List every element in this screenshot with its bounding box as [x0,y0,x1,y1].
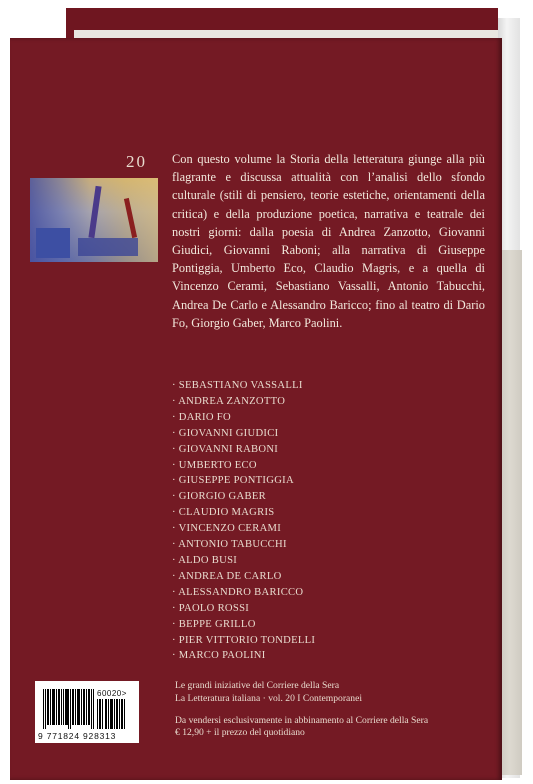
author-list-item: · PIER VITTORIO TONDELLI [172,634,316,646]
barcode-addon-number: 60020> [97,689,127,698]
author-list-item: · DARIO FO [172,411,231,423]
volume-description: Con questo volume la Storia della letteratura giunge alla più flagrante e discussa attualità con l’analisi dello sfondo culturale (stili di pensiero, teorie estetiche, orientamenti della critica) e della produzione poetica, narrativa e teatrale dei nostri giorni: dalla poesia di Andrea Zanzotto, Giovanni Giudici, Giovanni Raboni; alla narrativa di Giuseppe Pontiggia, Umberto Eco, Claudio Magris, e a quella di Vincenzo Cerami, Sebastiano Vassalli, Antonio Tabucchi, Andrea De Carlo e Alessandro Baricco; fino al teatro di Dario Fo, Giorgio Gaber, Marco Paolini. [172,152,485,330]
author-list-item: · ANDREA DE CARLO [172,570,282,582]
barcode-label [35,681,139,743]
author-list-item: · UMBERTO ECO [172,459,257,471]
author-list-item: · ANDREA ZANZOTTO [172,395,286,407]
author-list [172,378,315,664]
barcode-icon [43,689,95,729]
author-list-item: · ALDO BUSI [172,554,238,566]
artwork-red-stroke [124,198,137,238]
author-list-item: · ANTONIO TABUCCHI [172,539,287,551]
imprint-line: Le grandi iniziative del Corriere della Sera [175,680,340,691]
artwork-blue-band [78,238,138,256]
author-list-item: · PAOLO ROSSI [172,602,250,614]
barcode-digits: 9 771824 928313 [38,731,117,741]
barcode-addon-icon [97,699,127,729]
imprint-line: Da vendersi esclusivamente in abbinamento al Corriere della Sera [175,714,429,726]
author-list-item: · GIOVANNI RABONI [172,443,279,455]
author-list-item: · MARCO PAOLINI [172,650,266,662]
author-list-item: · GIORGIO GABER [172,491,266,503]
price-line: € 12,90 + il prezzo del quotidiano [175,727,305,739]
imprint-line: La Letteratura italiana · vol. 20 I Contemporanei [175,692,363,704]
author-list-item: · SEBASTIANO VASSALLI [172,380,303,391]
author-list-item: · GIOVANNI GIUDICI [172,427,279,439]
author-list-item: · ALESSANDRO BARICCO [172,586,304,598]
artwork-blue-block [36,228,70,258]
volume-number: 20 [126,152,147,171]
author-list-item: · CLAUDIO MAGRIS [172,507,275,519]
author-list-item: · BEPPE GRILLO [172,618,256,630]
author-list-item: · GIUSEPPE PONTIGGIA [172,475,294,487]
cover-artwork-image [30,178,158,262]
author-list-item: · VINCENZO CERAMI [172,523,282,535]
artwork-purple-stroke [88,186,101,238]
publisher-imprint [175,680,428,740]
